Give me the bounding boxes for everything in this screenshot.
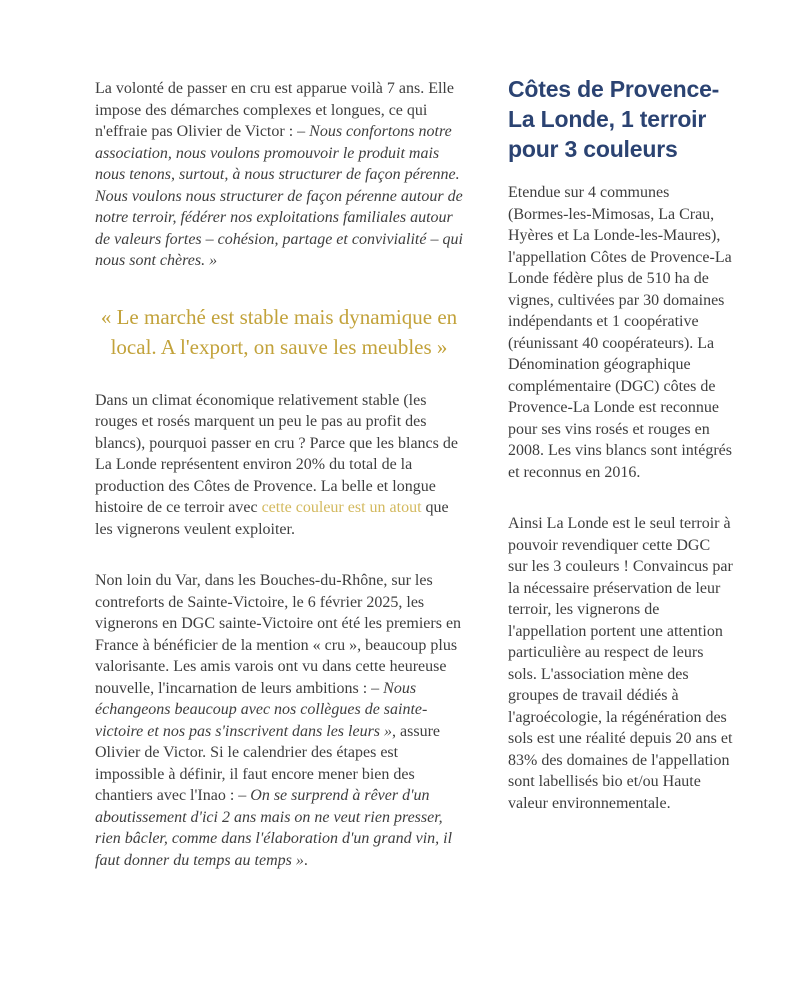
text-segment: Non loin du Var, dans les Bouches-du-Rhône, sur les contreforts de Sainte-Victoire, le 6 février 2025, les vignerons en DGC sainte-Victoire ont été les premiers en France à bénéficier de la mention « cru », beaucoup plus valorisante. Les amis varois ont vu dans cette heureuse nouvelle, l'incarnation de leurs ambitions : (95, 572, 462, 697)
text-segment: . (303, 851, 308, 869)
quoted-speech: – Nous échangeons beaucoup avec nos collègues de sainte-victoire et nos pas s'inscrivent dans les leurs » (95, 679, 428, 740)
section-heading: Côtes de Provence-La Londe, 1 terroir pour 3 couleurs (508, 76, 720, 162)
paragraph (95, 390, 463, 541)
text-segment: que les vignerons veulent exploiter. (95, 499, 449, 538)
text-segment: Dans un climat économique relativement stable (les rouges et rosés marquent un peu le pas au profit des blancs), pourquoi passer en cru ? Parce que les blancs de La Londe représentent environ 20% du total de la production des Côtes de Provence. La belle et longue histoire de ce terroir avec (95, 391, 458, 516)
paragraph (508, 182, 733, 483)
paragraph (95, 570, 463, 871)
left-column (95, 78, 463, 871)
text-segment: La volonté de passer en cru est apparue voilà 7 ans. Elle impose des démarches complexes et longues, ce qui n'effraie pas Olivier de Victor : (95, 80, 454, 140)
quoted-speech: – On se surprend à rêver d'un aboutissement d'ici 2 ans mais on ne veut rien presser, rien bâcler, comme dans l'élaboration d'un grand vin, il faut donner du temps au temps » (95, 787, 453, 869)
text-segment: , assure Olivier de Victor. Si le calendrier des étapes est impossible à définir, il faut encore mener bien des chantiers avec l'Inao : (95, 722, 440, 804)
text-segment: « Le marché est stable mais dynamique en local. A l'export, on sauve les meubles » (100, 304, 458, 359)
right-column-body (508, 182, 733, 814)
text-segment: Etendue sur 4 communes (Bormes-les-Mimosas, La Crau, Hyères et La Londe-les-Maures), l'appellation Côtes de Provence-La Londe fédère plus de 510 ha de vignes, cultivées par 30 domaines indépendants et 1 coopérative (réunissant 40 coopérateurs). La Dénomination géographique complémentaire (DGC) côtes de Provence-La Londe est reconnue pour ses vins rosés et rouges en 2008. Les vins blancs sont intégrés et reconnus en 2016. (508, 184, 732, 481)
paragraph (95, 78, 463, 272)
paragraph (508, 513, 733, 814)
pull-quote (95, 302, 463, 362)
right-column (508, 74, 733, 814)
quoted-speech: – Nous confortons notre association, nous voulons promouvoir le produit mais nous tenons, surtout, à nous structurer de façon pérenne. Nous voulons nous structurer de façon pérenne autour de notre terroir, fédérer nos exploitations familiales autour de valeurs fortes – cohésion, partage et convivialité – qui nous sont chères. » (95, 123, 463, 269)
inline-link[interactable]: cette couleur est un atout (261, 499, 422, 516)
text-segment: Ainsi La Londe est le seul terroir à pouvoir revendiquer cette DGC sur les 3 couleurs ! Convaincus par la nécessaire préservation de leur terroir, les vignerons de l'appellation portent une attention particulière au respect de leurs sols. L'association mène des groupes de travail dédiés à l'agroécologie, la régénération des sols est une réalité depuis 20 ans et 83% des domaines de l'appellation sont labellisés bio et/ou Haute valeur environnementale. (508, 515, 733, 812)
